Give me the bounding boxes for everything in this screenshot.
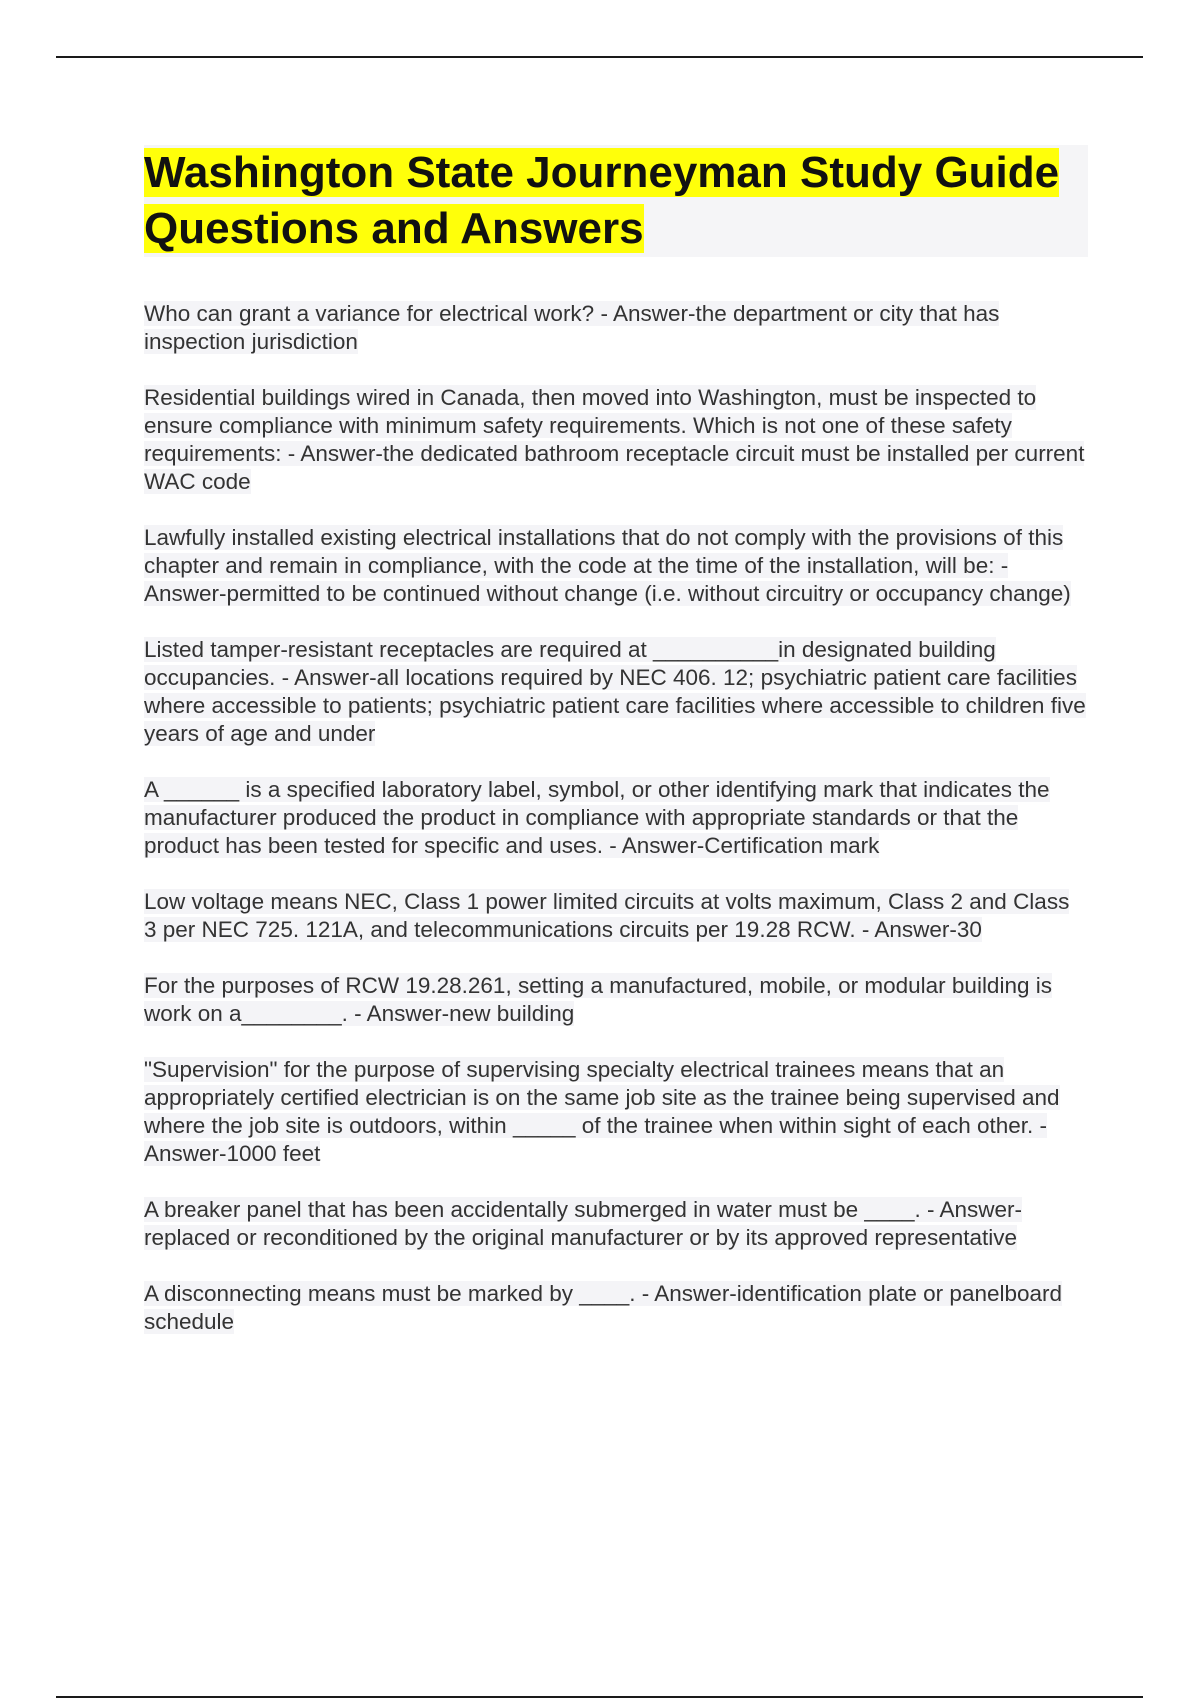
qa-item-10: A disconnecting means must be marked by ____. - Answer-identification plate or panelboard schedule (144, 1281, 1063, 1334)
bottom-rule (56, 1696, 1143, 1698)
qa-item-6: Low voltage means NEC, Class 1 power limited circuits at volts maximum, Class 2 and Class 3 per NEC 725. 121A, and telecommunications circuits per 19.28 RCW. - Answer-30 (144, 889, 1070, 942)
qa-item-2: Residential buildings wired in Canada, then moved into Washington, must be inspected to ensure compliance with minimum safety requirements. Which is not one of these safety requirements: - Answer-the dedicated bathroom receptacle circuit must be installed per current WAC code (144, 385, 1085, 494)
qa-item-8: "Supervision" for the purpose of supervising specialty electrical trainees means that an appropriately certified electrician is on the same job site as the trainee being supervised and where the job site is outdoors, within _____ of the trainee when within sight of each other. - Answer-1000 feet (144, 1057, 1060, 1166)
document-title: Washington State Journeyman Study Guide Questions and Answers (144, 148, 1060, 253)
qa-list (144, 300, 1088, 1364)
top-rule (56, 56, 1143, 58)
title-block (144, 145, 1088, 257)
qa-item-4: Listed tamper-resistant receptacles are required at __________in designated building occupancies. - Answer-all locations required by NEC 406. 12; psychiatric patient care facilities where accessible to patients; psychiatric patient care facilities where accessible to children five years of age and under (144, 637, 1086, 746)
qa-item-9: A breaker panel that has been accidentally submerged in water must be ____. - Answer-replaced or reconditioned by the original manufacturer or by its approved representative (144, 1197, 1023, 1250)
qa-item-5: A ______ is a specified laboratory label, symbol, or other identifying mark that indicates the manufacturer produced the product in compliance with appropriate standards or that the product has been tested for specific and uses. - Answer-Certification mark (144, 777, 1050, 858)
qa-item-1: Who can grant a variance for electrical work? - Answer-the department or city that has inspection jurisdiction (144, 301, 1000, 354)
qa-item-7: For the purposes of RCW 19.28.261, setting a manufactured, mobile, or modular building is work on a________. - Answer-new building (144, 973, 1052, 1026)
qa-item-3: Lawfully installed existing electrical installations that do not comply with the provisions of this chapter and remain in compliance, with the code at the time of the installation, will be: - Answer-permitted to be continued without change (i.e. without circuitry or occupancy change) (144, 525, 1071, 606)
